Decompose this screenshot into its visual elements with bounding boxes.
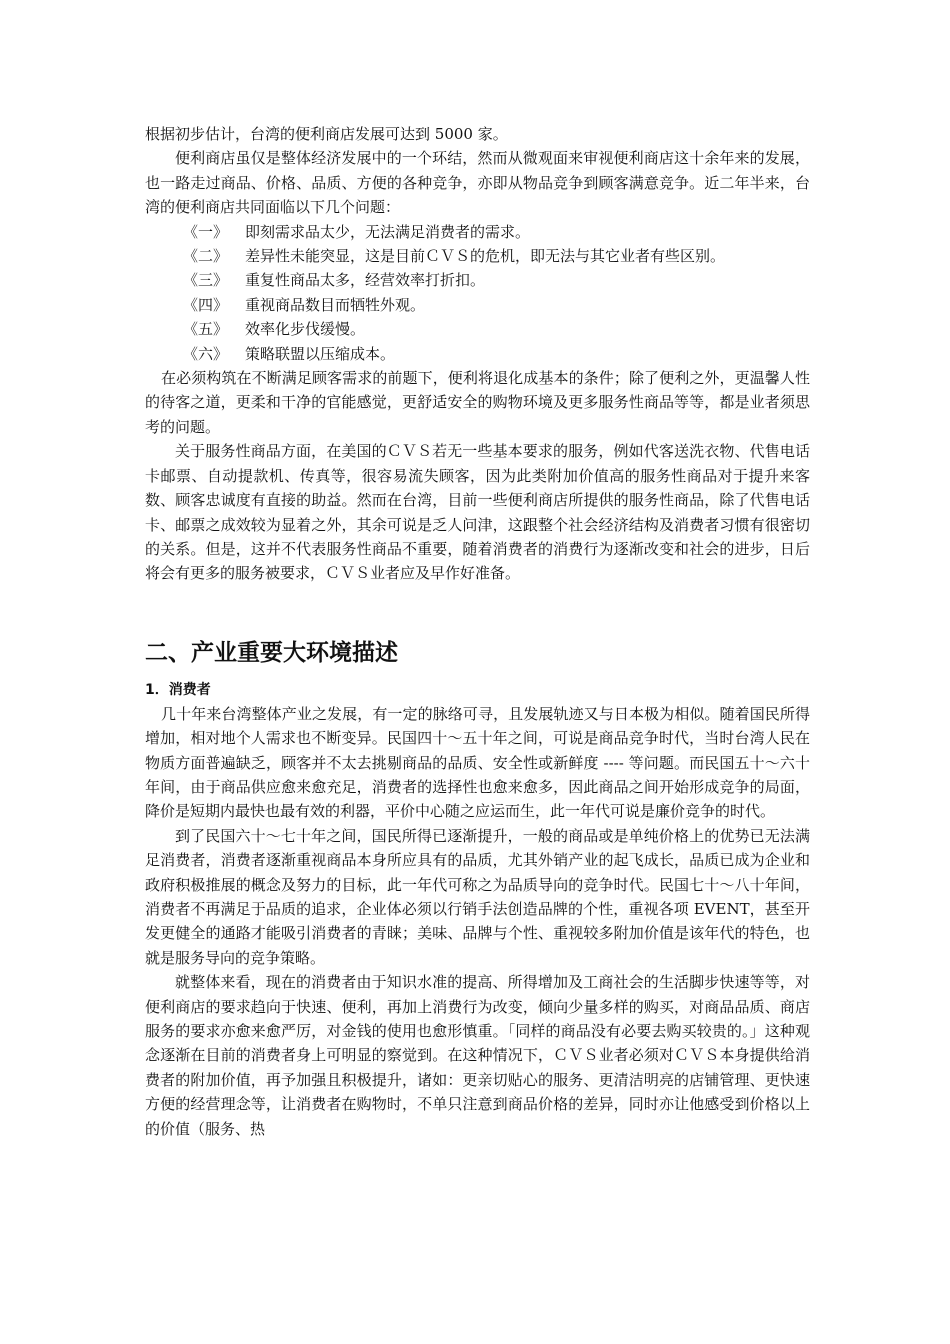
- problem-text: 重复性商品太多，经营效率打折扣。: [245, 271, 486, 290]
- paragraph-store-estimate: 根据初步估计，台湾的便利商店发展可达到 5000 家。: [145, 125, 508, 143]
- problem-text: 差异性未能突显，这是目前ＣＶＳ的危机，即无法与其它业者有些区别。: [245, 247, 726, 266]
- subsection-title: 1．消费者: [145, 681, 211, 698]
- paragraph-service-products: 关于服务性商品方面，在美国的ＣＶＳ若无一些基本要求的服务，例如代客送洗衣物、代售电话卡邮票、自动提款机、传真等，很容易流失顾客，因为此类附加价值高的服务性商品对于提升来客数、顾客忠诚度有直接的助益。然而在台湾，目前一些便利商店所提供的服务性商品，除了代售电话卡、邮票之成效较为显着之外，其余可说是乏人问津，这跟整个社会经济结构及消费者习惯有很密切的关系。但是，这并不代表服务性商品不重要，随着消费者的消费行为逐渐改变和社会的进步，日后将会有更多的服务被要求，ＣＶＳ业者应及早作好准备。: [145, 442, 810, 583]
- problem-text: 效率化步伐缓慢。: [245, 320, 366, 339]
- problem-item-2: [145, 244, 810, 268]
- problem-text: 即刻需求品太少，无法满足消费者的需求。: [245, 222, 531, 241]
- problem-number: 《四》: [183, 295, 229, 314]
- problem-item-6: [145, 342, 810, 366]
- problem-item-1: [145, 220, 810, 244]
- section-spacer: [145, 586, 810, 634]
- problem-item-5: [145, 317, 810, 341]
- problem-number: 《一》: [183, 222, 229, 241]
- problem-item-4: [145, 293, 810, 317]
- paragraph-consumer-history: 几十年来台湾整体产业之发展，有一定的脉络可寻，且发展轨迹又与日本极为相似。随着国民所得增加，相对地个人需求也不断变异。民国四十～五十年之间，可说是商品竞争时代，当时台湾人民在物质方面普遍缺乏，顾客并不太去挑剔商品的品质、安全性或新鲜度 ---- 等问题。而民国五十～六十年间，由于商品供应愈来愈充足，消费者的选择性也愈来愈多，因此商品之间开始形成竞争的局面，降价是短期内最快也最有效的利器，平价中心随之应运而生，此一年代可说是廉价竞争的时代。: [145, 704, 810, 821]
- section-title: 二、产业重要大环境描述: [145, 639, 398, 666]
- problem-item-3: [145, 268, 810, 292]
- problem-list: [145, 220, 810, 366]
- problem-number: 《六》: [183, 344, 229, 363]
- document-body: [145, 122, 810, 1141]
- paragraph-cvs-development: 便利商店虽仅是整体经济发展中的一个环结，然而从微观面来审视便利商店这十余年来的发展，也一路走过商品、价格、品质、方便的各种竞争，亦即从物品竞争到顾客满意竞争。近二年半来，台湾的便利商店共同面临以下几个问题：: [145, 149, 810, 217]
- problem-number: 《五》: [183, 320, 229, 339]
- paragraph-convenience-basics: 在必须构筑在不断满足顾客需求的前题下，便利将退化成基本的条件；除了便利之外，更温馨人性的待客之道，更柔和干净的官能感觉，更舒适安全的购物环境及更多服务性商品等等，都是业者须思考的问题。: [145, 369, 810, 436]
- problem-number: 《二》: [183, 247, 229, 266]
- paragraph-quality-era: 到了民国六十～七十年之间，国民所得已逐渐提升，一般的商品或是单纯价格上的优势已无法满足消费者，消费者逐渐重视商品本身所应具有的品质，尤其外销产业的起飞成长，品质已成为企业和政府积极推展的概念及努力的目标，此一年代可称之为品质导向的竞争时代。民国七十～八十年间，消费者不再满足于品质的追求，企业体必须以行销手法创造品牌的个性，重视各项 EVENT，甚至开发更健全的通路才能吸引消费者的青睐；美味、品牌与个性、重视较多附加价值是该年代的特色，也就是服务导向的竞争策略。: [145, 826, 810, 967]
- problem-text: 策略联盟以压缩成本。: [245, 344, 396, 363]
- problem-number: 《三》: [183, 271, 229, 290]
- problem-text: 重视商品数目而牺牲外观。: [245, 295, 426, 314]
- paragraph-current-consumers: 就整体来看，现在的消费者由于知识水准的提高、所得增加及工商社会的生活脚步快速等等，对便利商店的要求趋向于快速、便利，再加上消费行为改变，倾向少量多样的购买，对商品品质、商店服务的要求亦愈来愈严厉，对金钱的使用也愈形慎重。「同样的商品没有必要去购买较贵的。」这种观念逐渐在目前的消费者身上可明显的察觉到。在这种情况下，ＣＶＳ业者必须对ＣＶＳ本身提供给消费者的附加价值，再予加强且积极提升，诸如：更亲切贴心的服务、更清洁明亮的店铺管理、更快速方便的经营理念等，让消费者在购物时，不单只注意到商品价格的差异，同时亦让他感受到价格以上的价值（服务、热: [145, 973, 810, 1138]
